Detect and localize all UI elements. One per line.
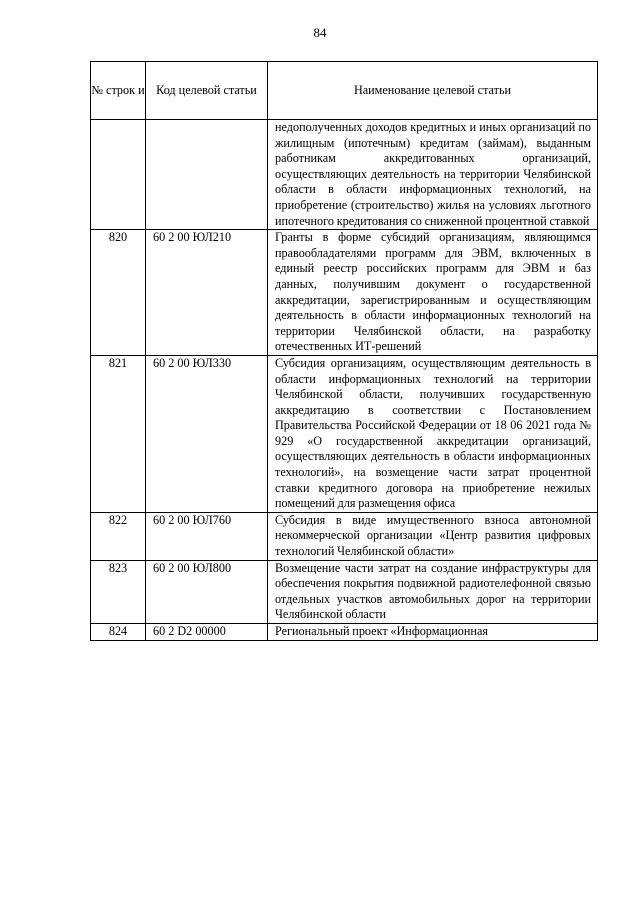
target-articles-table [90,61,598,641]
article-code-cell: 60 2 D2 00000 [146,624,268,641]
table-row [91,512,598,560]
article-name-cell: Региональный проект «Информационная [268,624,598,641]
row-number-cell: 821 [91,355,146,512]
row-number-cell: 824 [91,624,146,641]
header-article-code: Код целевой статьи [146,62,268,120]
article-name-cell: Возмещение части затрат на создание инфраструктуры для обеспечения покрытия подвижной радиотелефонной связью отдельных участков автомобильных дорог на территории Челябинской области [268,560,598,623]
article-code-cell [146,120,268,230]
article-name-cell: Гранты в форме субсидий организациям, являющимся правообладателями программ для ЭВМ, включенных в единый реестр российских программ для ЭВМ и баз данных, получившим документ о государственной аккредитации, зарегистрированным и осуществляющим деятельность в области информационных технологий на территории Челябинской области, на разработку отечественных ИТ-решений [268,230,598,356]
table-header-row [91,62,598,120]
article-name-cell: Субсидия организациям, осуществляющим деятельность в области информационных технологий на территории Челябинской области, получивших государственную аккредитацию в соответствии с Постановлением Правительства Российской Федерации от 18 06 2021 года № 929 «О государственной аккредитации организаций, осуществляющих деятельность в области информационных технологий», на возмещение части затрат процентной ставки кредитного договора на приобретение нежилых помещений для размещения офиса [268,355,598,512]
table-row [91,120,598,230]
article-code-cell: 60 2 00 ЮЛ760 [146,512,268,560]
article-name-cell: Субсидия в виде имущественного взноса автономной некоммерческой организации «Центр развития цифровых технологий Челябинской области» [268,512,598,560]
page-number: 84 [313,25,327,40]
row-number-cell: 822 [91,512,146,560]
row-number-cell: 820 [91,230,146,356]
row-number-cell [91,120,146,230]
header-row-number: № строк и [91,62,146,120]
article-code-cell: 60 2 00 ЮЛ330 [146,355,268,512]
article-code-cell: 60 2 00 ЮЛ800 [146,560,268,623]
article-name-cell: недополученных доходов кредитных и иных организаций по жилищным (ипотечным) кредитам (займам), выданным работникам аккредитованных организаций, осуществляющих деятельность на территории Челябинской области в области информационных технологий, на приобретение (строительство) жилья на условиях льготного ипотечного кредитования со сниженной процентной ставкой [268,120,598,230]
table-row [91,560,598,623]
table-row [91,230,598,356]
header-article-name: Наименование целевой статьи [268,62,598,120]
table-row [91,624,598,641]
row-number-cell: 823 [91,560,146,623]
table-row [91,355,598,512]
article-code-cell: 60 2 00 ЮЛ210 [146,230,268,356]
